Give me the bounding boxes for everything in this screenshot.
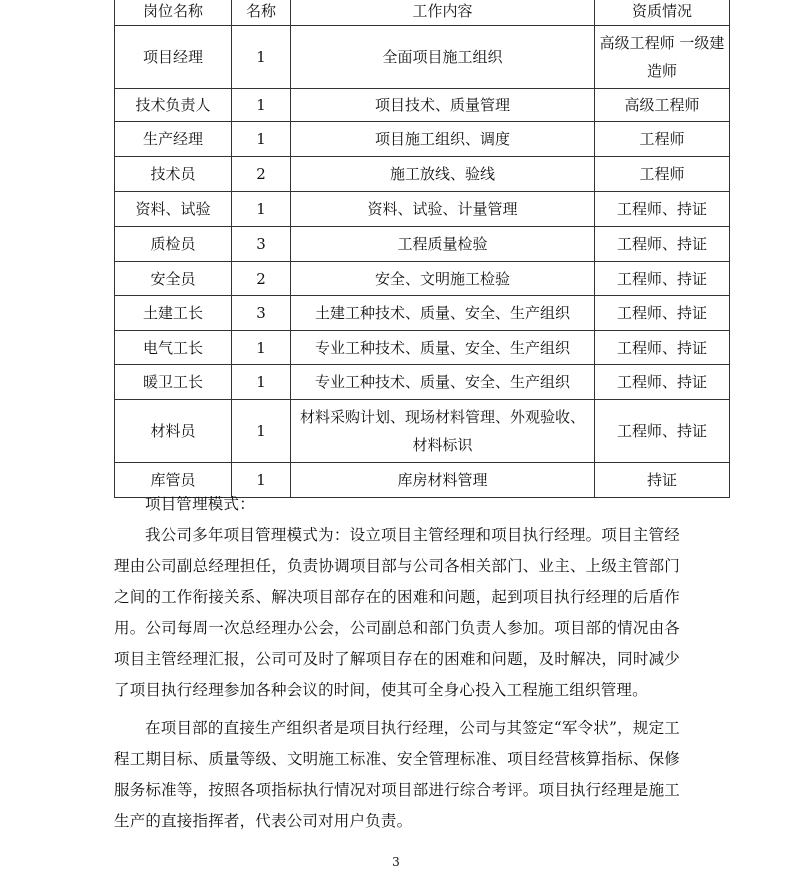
table-header-row: [115, 0, 730, 26]
cell-count: 1: [232, 122, 291, 157]
header-duty: 工作内容: [291, 0, 595, 26]
cell-post: 电气工长: [115, 331, 232, 365]
section-heading: 项目管理模式：: [145, 495, 255, 513]
header-post: 岗位名称: [115, 0, 232, 26]
table-row: [115, 331, 730, 365]
cell-count: 1: [232, 463, 291, 498]
table-row: [115, 122, 730, 157]
cell-post: 安全员: [115, 262, 232, 296]
cell-duty: 项目施工组织、调度: [291, 122, 595, 157]
cell-count: 1: [232, 89, 291, 122]
cell-qualification: 工程师: [595, 157, 730, 192]
table-row: [115, 262, 730, 296]
cell-count: 1: [232, 331, 291, 365]
cell-post: 库管员: [115, 463, 232, 498]
cell-duty: 专业工种技术、质量、安全、生产组织: [291, 365, 595, 400]
table-row: [115, 192, 730, 227]
body-text: [114, 489, 680, 837]
cell-qualification: 持证: [595, 463, 730, 498]
cell-duty: 专业工种技术、质量、安全、生产组织: [291, 331, 595, 365]
cell-post: 土建工长: [115, 296, 232, 331]
table-row: [115, 365, 730, 400]
table-row: [115, 26, 730, 89]
cell-count: 3: [232, 296, 291, 331]
paragraph-2: 在项目部的直接生产组织者是项目执行经理，公司与其签定“军令状”，规定工程工期目标、质量等级、文明施工标准、安全管理标准、项目经营核算指标、保修服务标准等，按照各项指标执行情况对项目部进行综合考评。项目执行经理是施工生产的直接指挥者，代表公司对用户负责。: [114, 719, 680, 830]
cell-count: 1: [232, 192, 291, 227]
table-row: [115, 227, 730, 262]
cell-duty: 工程质量检验: [291, 227, 595, 262]
cell-qualification: 高级工程师: [595, 89, 730, 122]
cell-duty: 全面项目施工组织: [291, 26, 595, 89]
cell-count: 2: [232, 262, 291, 296]
cell-post: 暖卫工长: [115, 365, 232, 400]
cell-qualification: 工程师、持证: [595, 296, 730, 331]
cell-post: 技术负责人: [115, 89, 232, 122]
table-row: [115, 400, 730, 463]
cell-duty: 资料、试验、计量管理: [291, 192, 595, 227]
cell-qualification: 工程师、持证: [595, 192, 730, 227]
cell-count: 3: [232, 227, 291, 262]
cell-qualification: 工程师、持证: [595, 365, 730, 400]
cell-post: 材料员: [115, 400, 232, 463]
cell-duty: 安全、文明施工检验: [291, 262, 595, 296]
cell-qualification: 工程师、持证: [595, 331, 730, 365]
paragraph-1: 我公司多年项目管理模式为：设立项目主管经理和项目执行经理。项目主管经理由公司副总经理担任，负责协调项目部与公司各相关部门、业主、上级主管部门之间的工作衔接关系、解决项目部存在的困难和问题，起到项目执行经理的后盾作用。公司每周一次总经理办公会，公司副总和部门负责人参加。项目部的情况由各项目主管经理汇报，公司可及时了解项目存在的困难和问题，及时解决，同时减少了项目执行经理参加各种会议的时间，使其可全身心投入工程施工组织管理。: [114, 526, 680, 699]
cell-duty: 材料采购计划、现场材料管理、外观验收、材料标识: [291, 400, 595, 463]
cell-qualification: 工程师、持证: [595, 400, 730, 463]
cell-qualification: 工程师、持证: [595, 262, 730, 296]
header-qualification: 资质情况: [595, 0, 730, 26]
cell-qualification: 高级工程师 一级建造师: [595, 26, 730, 89]
cell-duty: 土建工种技术、质量、安全、生产组织: [291, 296, 595, 331]
cell-duty: 施工放线、验线: [291, 157, 595, 192]
cell-post: 项目经理: [115, 26, 232, 89]
cell-qualification: 工程师: [595, 122, 730, 157]
table-row: [115, 89, 730, 122]
cell-count: 1: [232, 365, 291, 400]
cell-post: 资料、试验: [115, 192, 232, 227]
cell-post: 技术员: [115, 157, 232, 192]
cell-post: 生产经理: [115, 122, 232, 157]
cell-count: 1: [232, 400, 291, 463]
table-row: [115, 157, 730, 192]
table-row: [115, 296, 730, 331]
cell-count: 2: [232, 157, 291, 192]
page-number: 3: [392, 855, 400, 869]
cell-duty: 库房材料管理: [291, 463, 595, 498]
cell-qualification: 工程师、持证: [595, 227, 730, 262]
staff-table: [114, 0, 730, 498]
cell-post: 质检员: [115, 227, 232, 262]
cell-duty: 项目技术、质量管理: [291, 89, 595, 122]
cell-count: 1: [232, 26, 291, 89]
header-count: 名称: [232, 0, 291, 26]
